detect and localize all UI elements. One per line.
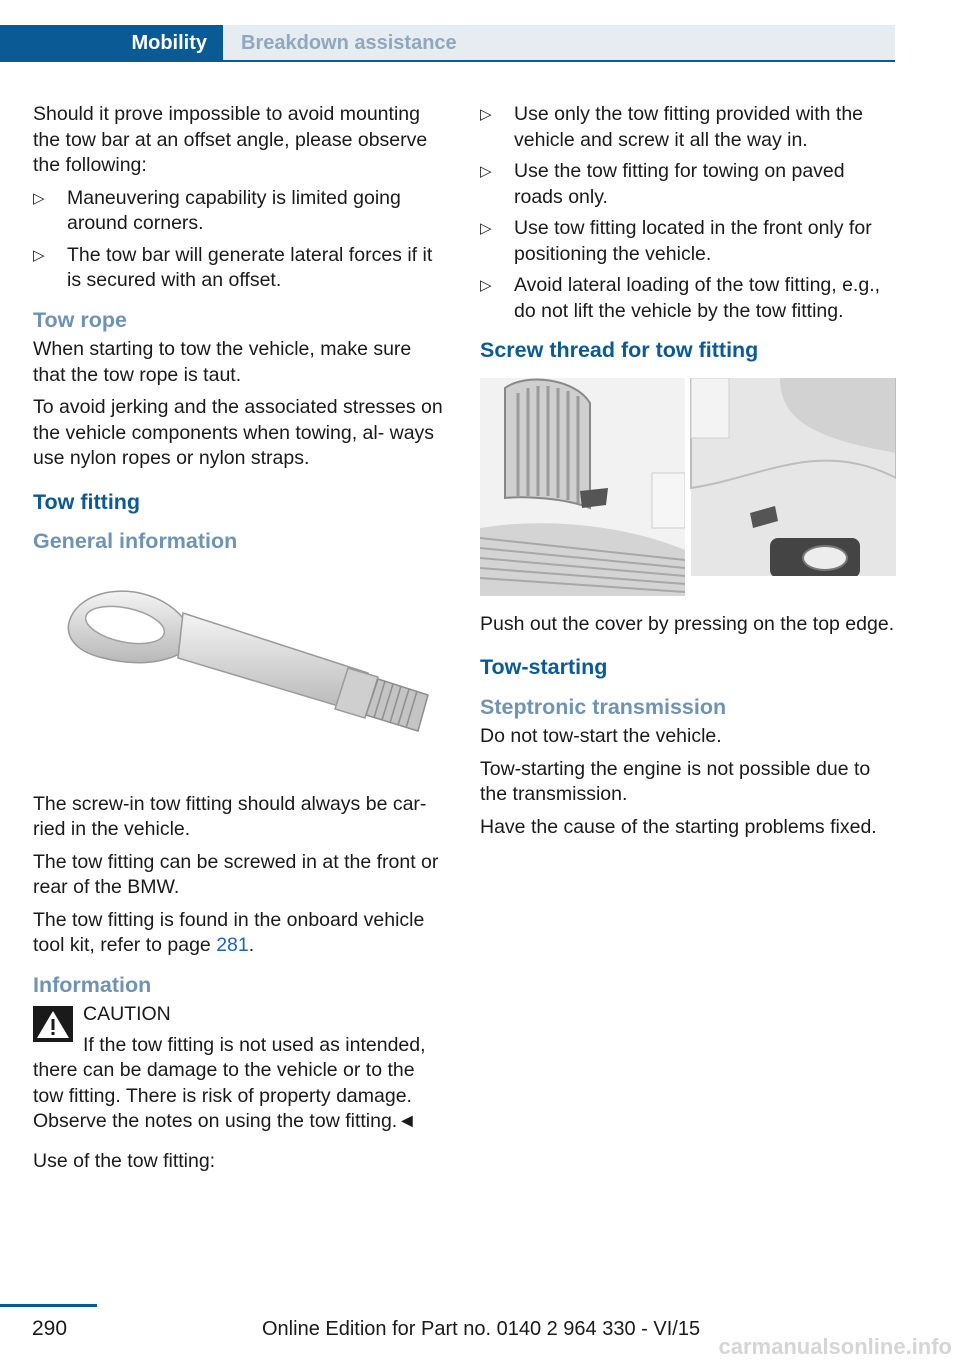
page-number: 290 [32, 1317, 68, 1340]
tow-starting-p3: Have the cause of the starting problems fixed. [480, 815, 877, 838]
heading-tow-rope: Tow rope [33, 307, 127, 332]
offset-bullet-list [33, 186, 443, 294]
heading-tow-fitting: Tow fitting [33, 489, 141, 514]
heading-information: Information [33, 972, 152, 997]
tow-fitting-illustration [33, 573, 443, 778]
heading-steptronic-transmission: Steptronic transmission [480, 694, 727, 719]
caution-text: If the tow fitting is not used as intended, there can be damage to the vehicle or to the tow fitting. There is risk of property damage. Observe the notes on using the tow fitting.◄ [33, 1033, 426, 1132]
screw-thread-image [480, 378, 896, 596]
left-column [33, 102, 443, 1181]
offset-intro: Should it prove impossible to avoid mounting the tow bar at an offset angle, please observe the following: [33, 103, 428, 176]
caution-block [33, 1002, 443, 1135]
header-rule [0, 60, 895, 62]
caution-title: CAUTION [83, 1003, 171, 1025]
page-header [0, 25, 895, 61]
section-tab-mobility: Mobility [0, 25, 223, 61]
warning-triangle-icon [33, 1006, 73, 1042]
page-reference-link[interactable]: 281 [216, 934, 249, 956]
footer-rule [0, 1304, 97, 1307]
tow-starting-p2: Tow-starting the engine is not possible due to the transmission. [480, 757, 871, 805]
tow-rope-p2: To avoid jerking and the associated stresses on the vehicle components when towing, al‐ ways use nylon ropes or nylon straps. [33, 396, 443, 469]
bullet-item: ▷ Use tow fitting located in the front only for positioning the vehicle. [480, 216, 896, 267]
tow-rope-p1: When starting to tow the vehicle, make sure that the tow rope is taut. [33, 338, 412, 386]
tow-fitting-image [33, 573, 443, 778]
edition-note: Online Edition for Part no. 0140 2 964 330 - VI/15 [262, 1318, 701, 1340]
heading-general-information: General information [33, 529, 238, 553]
right-column [480, 102, 896, 847]
section-tab-breakdown-assistance: Breakdown assistance [223, 25, 895, 61]
use-of-tow-fitting-label: Use of the tow fitting: [33, 1149, 216, 1172]
heading-tow-starting: Tow-starting [480, 655, 608, 679]
watermark: carmanualsonline.info [718, 1334, 952, 1359]
tow-fitting-p3: The tow fitting is found in the onboard vehicle tool kit, refer to page 281. [33, 908, 425, 956]
bullet-item: ▷ Maneuvering capability is limited going around corners. [33, 186, 443, 237]
tow-fitting-p1: The screw-in tow fitting should always be car‐ ried in the vehicle. [33, 792, 427, 840]
usage-bullet-list [480, 102, 896, 324]
bumper-cover-illustration [480, 378, 896, 596]
bullet-item: ▷ The tow bar will generate lateral forces if it is secured with an offset. [33, 243, 443, 294]
heading-screw-thread: Screw thread for tow fitting [480, 338, 759, 362]
bullet-item: ▷ Use the tow fitting for towing on paved roads only. [480, 159, 896, 210]
tow-starting-p1: Do not tow-start the vehicle. [480, 725, 722, 747]
screw-thread-p1: Push out the cover by pressing on the top edge. [480, 612, 895, 635]
tow-fitting-p2: The tow fitting can be screwed in at the front or rear of the BMW. [33, 850, 439, 898]
bullet-item: ▷ Avoid lateral loading of the tow fitting, e.g., do not lift the vehicle by the tow fitting. [480, 273, 896, 324]
bullet-item: ▷ Use only the tow fitting provided with the vehicle and screw it all the way in. [480, 102, 896, 153]
